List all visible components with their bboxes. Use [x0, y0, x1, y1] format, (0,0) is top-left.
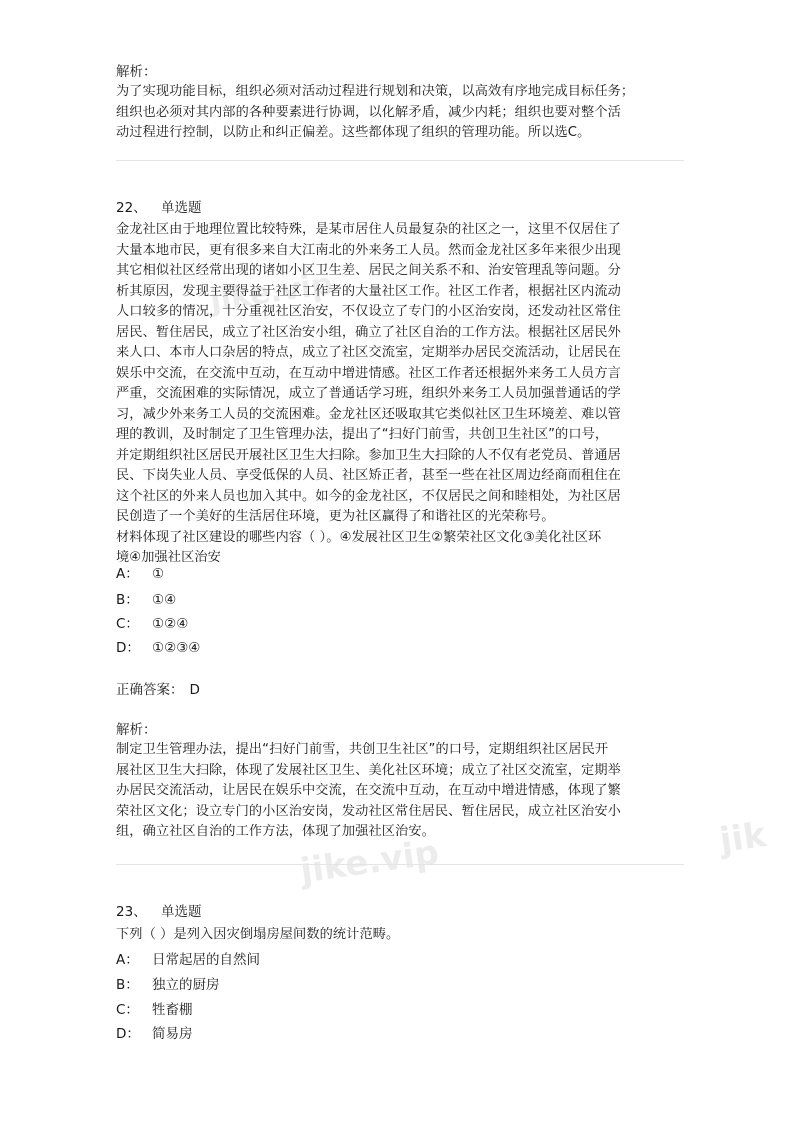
option-text: 日常起居的自然间 — [152, 952, 260, 968]
stem-line: 民创造了一个美好的生活居住环境，更为社区赢得了和谐社区的光荣称号。 — [116, 509, 555, 524]
option-text: ①④ — [152, 592, 177, 608]
analysis-line: 为了实现功能目标，组织必须对活动过程进行规划和决策，以高效有序地完成目标任务； — [116, 84, 635, 99]
option-a[interactable] — [116, 564, 164, 584]
option-key: D： — [116, 640, 140, 656]
option-d[interactable] — [116, 1024, 193, 1044]
stem-line: 娱乐中交流，在交流中互动，在互动中增进情感。社区工作者还根据外来务工人员方言 — [116, 365, 621, 381]
question-type: 单选题 — [160, 904, 202, 920]
stem-line: 民、下岗失业人员、享受低保的人员、社区矫正者，甚至一些在社区周边经商而租住在 — [116, 468, 621, 483]
option-text: 独立的厨房 — [152, 977, 220, 993]
option-c[interactable] — [116, 614, 188, 634]
option-key: B： — [116, 592, 139, 608]
stem-line: 大量本地市民，更有很多来自大江南北的外来务工人员。然而金龙社区多年来很少出现 — [116, 242, 621, 258]
analysis-line: 组织也必须对其内部的各种要素进行协调，以化解矛盾，减少内耗；组织也要对整个活 — [116, 104, 621, 120]
stem-line: 下列（ ）是列入因灾倒塌房屋间数的统计范畴。 — [116, 927, 400, 942]
stem-line: 严重，交流困难的实际情况，成立了普通话学习班，组织外来务工人员加强普通话的学 — [116, 386, 621, 401]
stem-line: 来人口、本市人口杂居的特点，成立了社区交流室，定期举办居民交流活动，让居民在 — [116, 345, 621, 360]
stem-line: 居民、暂住居民，成立了社区治安小组，确立了社区自治的工作方法。根据社区居民外 — [116, 324, 621, 340]
option-key: A： — [116, 566, 139, 582]
option-c[interactable] — [116, 1000, 193, 1020]
q23-header — [116, 902, 684, 922]
analysis-line: 荣社区文化；设立专门的小区治安岗，发动社区常住居民、暂住居民，成立社区治安小 — [116, 803, 621, 819]
watermark: jik — [717, 814, 769, 862]
stem-line: 境④加强社区治安 — [116, 550, 221, 565]
stem-line: 这个社区的外来人员也加入其中。如今的金龙社区，不仅居民之间和睦相处，为社区居 — [116, 488, 621, 504]
option-b[interactable] — [116, 975, 220, 995]
question-type: 单选题 — [160, 200, 202, 216]
analysis-line: 组，确立社区自治的工作方法，体现了加强社区治安。 — [116, 824, 435, 839]
divider — [116, 864, 684, 865]
stem-line: 并定期组织社区居民开展社区卫生大扫除。参加卫生大扫除的人不仅有老党员、普通居 — [116, 447, 621, 463]
stem-line: 其它相似社区经常出现的诸如小区卫生差、居民之间关系不和、治安管理乱等问题。分 — [116, 263, 621, 278]
watermark: jike.vip — [297, 832, 442, 892]
analysis-line: 制定卫生管理办法，提出“扫好门前雪，共创卫生社区”的口号，定期组织社区居民开 — [116, 742, 609, 757]
q22-analysis — [116, 720, 684, 843]
option-text: ①②③④ — [152, 640, 201, 656]
question-sep: 、 — [133, 200, 147, 216]
stem-line: 理的教训，及时制定了卫生管理办法，提出了“扫好门前雪，共创卫生社区”的口号， — [116, 427, 609, 442]
option-text: 简易房 — [152, 1026, 193, 1042]
option-key: D： — [116, 1026, 140, 1042]
option-d[interactable] — [116, 638, 200, 658]
analysis-label: 解析： — [116, 64, 157, 80]
watermark: jike.vip — [208, 266, 335, 319]
option-key: B： — [116, 977, 139, 993]
question-sep: 、 — [133, 904, 147, 920]
question-number: 23 — [116, 904, 134, 920]
analysis-line: 展社区卫生大扫除，体现了发展社区卫生、美化社区环境；成立了社区交流室，定期举 — [116, 762, 621, 778]
stem-line: 习，减少外来务工人员的交流困难。金龙社区还吸取其它类似社区卫生环境差、难以管 — [116, 406, 621, 422]
stem-line: 金龙社区由于地理位置比较特殊，是某市居住人员最复杂的社区之一，这里不仅居住了 — [116, 222, 621, 237]
stem-line: 析其原因，发现主要得益于社区工作者的大量社区工作。社区工作者，根据社区内流动 — [116, 283, 621, 299]
q22-stem — [116, 220, 684, 569]
option-text: ①②④ — [152, 616, 189, 632]
analysis-line: 办居民交流活动，让居民在娱乐中交流，在交流中互动，在互动中增进情感，体现了繁 — [116, 783, 621, 798]
q23-stem — [116, 925, 684, 946]
option-key: C： — [116, 1002, 139, 1018]
q22-header — [116, 198, 684, 218]
answer-value: D — [189, 682, 200, 698]
analysis-line: 动过程进行控制，以防止和纠正偏差。这些都体现了组织的管理功能。所以选C。 — [116, 125, 591, 140]
option-text: ① — [152, 566, 165, 582]
option-key: A： — [116, 952, 139, 968]
q21-analysis — [116, 62, 684, 144]
option-text: 牲畜棚 — [152, 1002, 193, 1018]
analysis-label: 解析： — [116, 722, 157, 738]
question-number: 22 — [116, 200, 134, 216]
stem-line: 人口较多的情况，十分重视社区治安，不仅设立了专门的小区治安岗，还发动社区常住 — [116, 304, 621, 319]
option-key: C： — [116, 616, 139, 632]
option-b[interactable] — [116, 590, 176, 610]
answer-label: 正确答案： — [116, 682, 184, 698]
correct-answer — [116, 680, 200, 700]
divider — [116, 160, 684, 161]
stem-line: 材料体现了社区建设的哪些内容（ ）。④发展社区卫生②繁荣社区文化③美化社区环 — [116, 529, 602, 545]
option-a[interactable] — [116, 950, 260, 970]
